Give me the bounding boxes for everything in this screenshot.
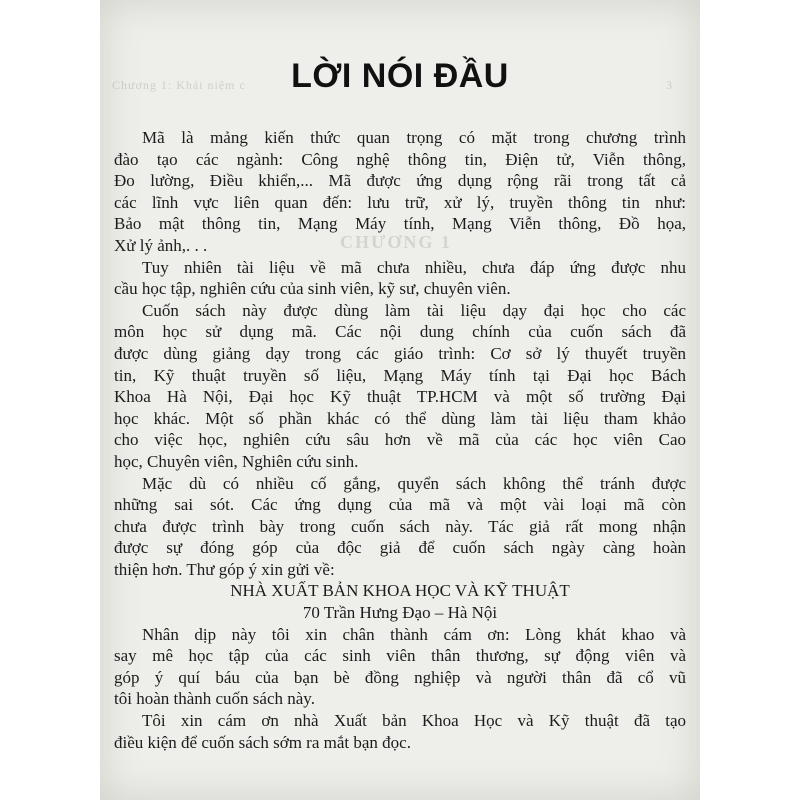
text-line: Cuốn sách này được dùng làm tài liệu dạy đại học cho các — [142, 300, 686, 320]
text-line: được sự đóng góp của độc giả để cuốn sách ngày càng hoàn — [114, 538, 686, 558]
text-line: học, Chuyên viên, Nghiên cứu sinh. — [114, 451, 359, 471]
publisher-name: NHÀ XUẤT BẢN KHOA HỌC VÀ KỸ THUẬT — [230, 581, 570, 601]
text-line: Đo lường, Điều khiển,... Mã được ứng dụng rộng rãi trong tất cả — [114, 171, 686, 191]
text-line: chưa được trình bày trong cuốn sách này. Tác giả rất mong nhận — [114, 516, 686, 536]
text-line: thiện hơn. Thư góp ý xin gửi về: — [114, 559, 335, 579]
bleed-through-chapter-heading: CHƯƠNG 1 — [340, 232, 452, 252]
text-line: đào tạo các ngành: Công nghệ thông tin, Điện tử, Viễn thông, — [114, 149, 686, 169]
publisher-address: 70 Trần Hưng Đạo – Hà Nội — [302, 603, 498, 623]
text-line: Mã là mảng kiến thức quan trọng có mặt trong chương trình — [142, 128, 686, 147]
text-line: Nhân dịp này tôi xin chân thành cám ơn: Lòng khát khao và — [142, 624, 686, 644]
bleed-through-page-number: 3 — [666, 78, 672, 92]
text-line: được dùng giảng dạy trong các giáo trình: Cơ sở lý thuyết truyền — [114, 343, 686, 363]
text-line: điều kiện để cuốn sách sớm ra mắt bạn đọc. — [114, 732, 411, 752]
text-line: cầu học tập, nghiên cứu của sinh viên, kỹ sư, chuyên viên. — [114, 279, 511, 299]
bleed-through-header: Chương 1: Khái niệm c — [112, 78, 246, 92]
text-line: Xử lý ảnh,. . . — [114, 235, 208, 255]
text-line: những sai sót. Các ứng dụng của mã và một vài loại mã còn — [114, 495, 686, 515]
text-line: góp ý quí báu của bạn bè đồng nghiệp và người thân đã cổ vũ — [114, 667, 686, 687]
text-line: học khác. Một số phần khác có thể dùng làm tài liệu tham khảo — [114, 408, 686, 428]
text-line: các lĩnh vực liên quan đến: lưu trữ, xử lý, truyền thông tin như: — [114, 192, 686, 212]
text-line: Mặc dù có nhiều cố gắng, quyển sách không thể tránh được — [142, 473, 686, 493]
preface-body — [114, 127, 686, 753]
text-line: Bảo mật thông tin, Mạng Máy tính, Mạng Viễn thông, Đồ họa, — [114, 214, 686, 234]
book-page — [100, 0, 700, 800]
text-line: môn học sử dụng mã. Các nội dung chính của cuốn sách đã — [114, 322, 686, 342]
text-line: Khoa Hà Nội, Đại học Kỹ thuật TP.HCM và một số trường Đại — [114, 387, 686, 407]
page-title: LỜI NÓI ĐẦU — [291, 57, 509, 95]
text-line: say mê học tập của các sinh viên thân thương, sự động viên và — [114, 646, 686, 666]
text-line: Tuy nhiên tài liệu về mã chưa nhiều, chưa đáp ứng được nhu — [142, 257, 686, 277]
text-line: Tôi xin cám ơn nhà Xuất bản Khoa Học và Kỹ thuật đã tạo — [142, 711, 686, 731]
text-line: cho việc học, nghiên cứu sâu hơn về mã của các học viên Cao — [114, 430, 686, 450]
text-line: tin, Kỹ thuật truyền số liệu, Mạng Máy tính tại Đại học Bách — [114, 365, 686, 385]
text-line: tôi hoàn thành cuốn sách này. — [114, 689, 315, 709]
